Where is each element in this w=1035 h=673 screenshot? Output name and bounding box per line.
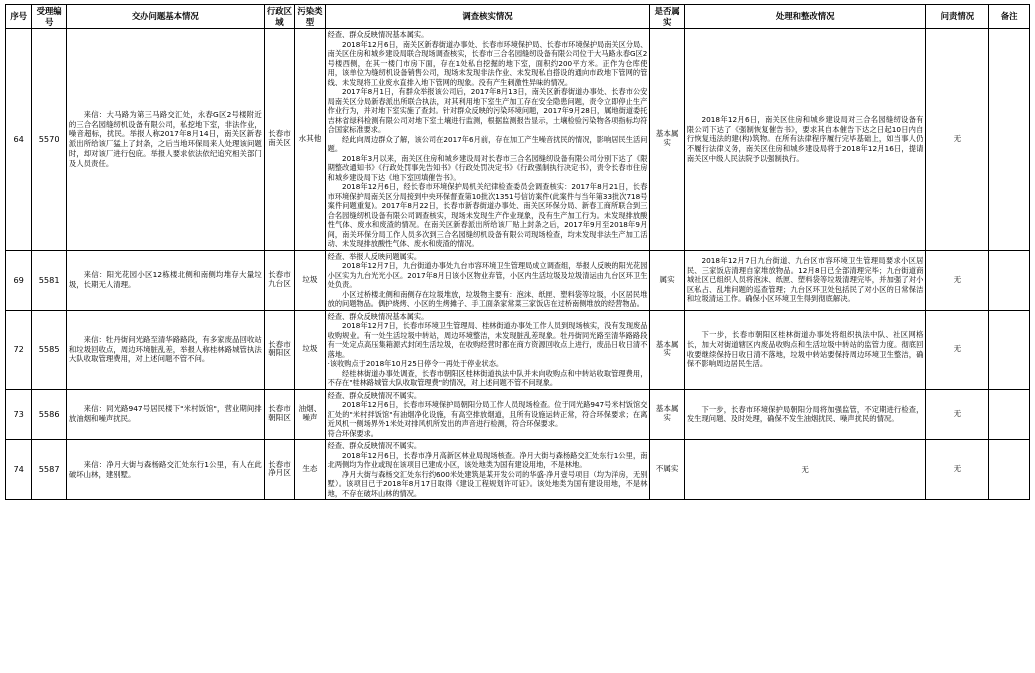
cell-investigation [325, 389, 650, 440]
cell-case-number: 5585 [32, 310, 67, 389]
cell-handling [684, 29, 926, 251]
basic-text: 来信：大马路为第三马路交汇处，永春G区2号楼附近的三合名园缝纫机设备有限公司，私挖地下室，非法作业，噪音超标，扰民。举报人称2017年8月14日，南关区新春派出所给该厂猛上了封条，之后当地环保局来人处理该问题时，却对该厂进行包庇。举报人要求依法依纪追究相关部门及人员责任。 [68, 109, 262, 168]
is-true-text: 基本属实 [655, 404, 679, 423]
pollution-type-text: 生态 [302, 464, 318, 474]
cell-region [264, 310, 294, 389]
table-body [6, 29, 1030, 500]
cell-remark [989, 29, 1030, 251]
cell-handling [684, 250, 926, 310]
cell-investigation [325, 440, 650, 500]
cell-region [264, 250, 294, 310]
cell-accountability: 无 [926, 389, 989, 440]
pollution-type-text: 水其他 [298, 134, 322, 144]
survey-para: 2018年12月6日，长春市环境保护局朝阳分局工作人员现场检查。位于同光路947号米村饭馆交汇处的"米村拌饭馆"有油烟净化设施，有高空排放烟道，且所有设施运转正常，符合环保要求；在离近风机一侧场界外1米处对排风机所发出的声音进行检测，符合环保要求。 [327, 400, 648, 428]
cell-region [264, 29, 294, 251]
basic-text: 来信：同光路947号居民楼下"米村饭馆"，营业期间排放油烟和噪声扰民。 [68, 404, 262, 424]
cell-remark [989, 389, 1030, 440]
cell-remark [989, 250, 1030, 310]
cell-index: 69 [6, 250, 32, 310]
survey-para: 小区过桥楼北侧和南侧存在垃圾堆放，垃圾物主要有：泡沫、纸匣、塑料袋等垃圾，小区居民堆放的问题物品。偶护烧烤、小区的生烤摊子、手工面条家常菜三家饭店在过桥南侧堆放的经营物品。 [327, 289, 648, 308]
table-row [6, 389, 1030, 440]
cell-basic-situation [66, 250, 264, 310]
cell-case-number: 5587 [32, 440, 67, 500]
survey-para: 经查、群众反映情况基本属实。 [327, 30, 429, 39]
cell-pollution-type [295, 389, 325, 440]
cell-accountability: 无 [926, 310, 989, 389]
table-row [6, 310, 1030, 389]
column-header-region: 行政区域 [264, 5, 294, 29]
column-header-remark: 备注 [989, 5, 1030, 29]
column-header-accountability: 问责情况 [926, 5, 989, 29]
cell-is-true [650, 389, 685, 440]
cell-is-true [650, 440, 685, 500]
column-header-case-number: 受理编号 [32, 5, 67, 29]
is-true-text: 基本属实 [655, 129, 679, 148]
cell-pollution-type [295, 310, 325, 389]
table-row [6, 440, 1030, 500]
cell-index: 74 [6, 440, 32, 500]
survey-para: 2018年12月6日，经长春市环境保护局机关纪律检查委员会调查核实：2017年8月21日，长春市环境保护局南关区分局接到中央环保督查第10批次1351号信访案件(此案件与当年第33批次718号案件问题重复)。2017年8月22日，长春市新春街道办事处、南关区环保分局、新春工商所联合到三合名园缝纫机设备有限公司调查核实，现场未发现生产作业现象，没有生产加工行为。未发现排放酸性气体、废水和废渣的情况。在南关区新春派出所给该厂贴上封条之后，2017年9月至2018年9月间，南关环保分局工作人员多次到三合名园缝纫机设备有限公司现场检查，均未发现非法生产加工活动、未发现排放酸性气体、废水和废渣的情况。 [327, 182, 648, 248]
column-header-handling: 处理和整改情况 [684, 5, 926, 29]
cell-case-number: 5581 [32, 250, 67, 310]
cell-accountability: 无 [926, 250, 989, 310]
cell-pollution-type [295, 250, 325, 310]
cell-is-true [650, 310, 685, 389]
basic-text: 来信：净月大街与森杨路交汇处东行1公里，有人在此破坏山林，建别墅。 [68, 459, 262, 479]
cell-handling [684, 440, 926, 500]
cell-remark [989, 440, 1030, 500]
cell-index: 73 [6, 389, 32, 440]
cell-pollution-type [295, 440, 325, 500]
survey-para: 2018年12月6日，南关区新春街道办事处、长春市环境保护局、长春市环境保护局南关区分局、南关区住房和城乡建设局联合现场调查核实，长春市三合名园缝纫设备有限公司位于大马路永春G区2号楼西侧，在其一楼门市房下面，存在1处私自挖掘的地下室，面积约200平方米。正作为仓库使用，该单位为缝纫机设备销售公司，现场未发现非法作业、未发现私自搭设的通向市政地下管网的管线、未发现将工业废水直排入地下管网的现象。没有产生刺激性异味的情况。 [327, 39, 648, 87]
pollution-type-text: 垃圾 [302, 274, 318, 284]
cell-region [264, 389, 294, 440]
column-header-index: 序号 [6, 5, 32, 29]
region-text: 长春市九台区 [268, 270, 291, 288]
cell-basic-situation [66, 440, 264, 500]
survey-para: 经查、举报人反映问题属实。 [327, 251, 422, 261]
basic-text: 来信：牡丹街问光路至清华路路段，有多家废品回收站和垃圾回收点，周边环境脏乱差，举报人称桂林路城管执法大队收取管理费用，对上述问题不管不问。 [68, 334, 262, 364]
cell-handling [684, 310, 926, 389]
pollution-type-text: 油烟、噪声 [298, 404, 322, 423]
survey-para: 2018年12月6日，长春市净月高新区林业局现场核查。净月大街与森杨路交汇处东行1公里，南北两侧均为作业或现在该项目已建成小区，该处地类为国有建设用地，不是林地。 [327, 450, 648, 469]
cell-accountability: 无 [926, 440, 989, 500]
cell-investigation [325, 250, 650, 310]
basic-text: 来信：阳光花园小区12栋楼北侧和南侧均堆存大量垃圾，长期无人清理。 [68, 270, 262, 289]
table-row [6, 250, 1030, 310]
cell-case-number: 5586 [32, 389, 67, 440]
cell-region [264, 440, 294, 500]
column-header-pollution-type: 污染类型 [295, 5, 325, 29]
survey-para: 符合环保要求。 [327, 428, 378, 438]
cell-investigation [325, 310, 650, 389]
cell-handling [684, 389, 926, 440]
survey-para: 经此向周边群众了解，该公司在2017年6月前，存在加工产生噪音扰民的情况，影响居民生活问题。 [327, 134, 648, 153]
is-true-text: 基本属实 [655, 339, 679, 358]
complaint-handling-table [5, 4, 1030, 500]
region-text: 长春市净月区 [268, 459, 291, 478]
region-text: 长春市南关区 [268, 129, 291, 148]
handle-para: 下一步，长春市环境保护局朝阳分局将加强监管，不定期进行检查，发生现问题、及时处理，确保不发生油烟扰民、噪声扰民的情况。 [686, 404, 924, 424]
survey-para: 经桂林街道办事处调查，长春市朝阳区桂林街道执法中队并未向收购点和中转站收取管理费用，不存在"桂林路城管大队收取管理费"的情况，对上述问题不管不问现象。 [327, 368, 648, 387]
cell-basic-situation [66, 389, 264, 440]
table-header [6, 5, 1030, 29]
cell-index: 72 [6, 310, 32, 389]
survey-para: 2017年8月1日，有群众举报该公司后，2017年8月13日，南关区新春街道办事处、长春市公安局南关区分局新春派出所联合执法，对其利用地下室生产加工存在安全隐患问题，责令立即停止生产作业行为，并对地下室实施了查封。针对群众反映的污染环境问题，2017年9月28日，属地街道委托吉林省绿科检测有限公司对地下室土壤进行监测，根据监测报告显示，土壤检验污染物各项指标均符合国家标准要求。 [327, 87, 648, 134]
cell-accountability: 无 [926, 29, 989, 251]
pollution-type-text: 垃圾 [302, 344, 318, 354]
survey-para: 2018年12月7日，长春市环境卫生管理局、桂林街道办事处工作人员到现场核实，没有发现废品收购规业。有一处生活垃圾中转站，周边环境整洁，未发现脏乱差现象。牡丹街同光路至清华路路段有一处定点高压集箱源式封闭生活垃圾，在收购经营时都在商方资源回收点上进行，废品日收日清不落地。 [327, 321, 648, 359]
survey-para: 2018年12月7日，九台街道办事处九台市容环境卫生管理局成立调查组，举报人反映的阳光花园小区实为九台光光小区。2017年8月日该小区物业弃管，小区内生活垃圾及垃圾清运由九台区环卫生处负责。 [327, 261, 648, 289]
cell-remark [989, 310, 1030, 389]
table-row [6, 29, 1030, 251]
survey-para: 经查、群众反映情况基本属实。 [327, 311, 429, 321]
handle-para: 下一步，长春市朝阳区桂林街道办事处将组织执法中队、社区网格长，加大对街道辖区内废品收购点和生活垃圾中转站的监管力度。彻底回收要继续保持日收日清不落地，垃圾中转站要保持周边环境卫生整洁，确保不影响周边居民生活。 [686, 330, 924, 369]
survey-para: 经查、群众反映情况不属实。 [327, 441, 422, 450]
cell-investigation [325, 29, 650, 251]
cell-case-number: 5570 [32, 29, 67, 251]
cell-index: 64 [6, 29, 32, 251]
survey-para: 2018年3月以来，南关区住房和城乡建设局对长春市三合名园缝纫设备有限公司分别下达了《限期整改通知书》《行政处罚事先告知书》《行政处罚决定书》《行政强制执行决定书》，责令长春市住房和城乡建设局下达《地下室回填催告书》。 [327, 153, 648, 182]
survey-para: ·该收购点于2018年10月25日停令一再处于停业状态。 [327, 359, 504, 368]
handle-para: 2018年12月6日，南关区住房和城乡建设局对三合名园缝纫设备有限公司下达了《强制恢复催告书》，要求其自本催告下达之日起10日内自行恢复违法的建(构)筑物。在所有法律程序履行完毕基础上，如当事人仍不履行法律义务，南关区住房和城乡建设局将于2018年12月16日，提请南关区中级人民法院予以强制执行。 [686, 115, 924, 163]
cell-basic-situation [66, 29, 264, 251]
column-header-investigation: 调查核实情况 [325, 5, 650, 29]
handle-para: 无 [801, 464, 809, 474]
cell-basic-situation [66, 310, 264, 389]
cell-pollution-type [295, 29, 325, 251]
cell-is-true [650, 250, 685, 310]
region-text: 长春市朝阳区 [268, 404, 291, 423]
handle-para: 2018年12月7日九台街道、九台区市容环境卫生管理局要求小区居民、三家饭店清理自家堆放物品。12月8日已全部清理完毕；九台街道商城社区已组织人员将泡沫、纸匣、塑料袋等垃圾清理完毕，并加强了对小区私占、乱堆问题的巡查管理；九台区环卫处包括民了对小区的日常保洁和垃圾清运工作。确保小区环境卫生得到彻底解决。 [686, 255, 924, 304]
column-header-is-true: 是否属实 [650, 5, 685, 29]
cell-is-true [650, 29, 685, 251]
column-header-basic-situation: 交办问题基本情况 [66, 5, 264, 29]
table-header-row [6, 5, 1030, 29]
survey-para: 经查、群众反映情况不属实。 [327, 390, 422, 400]
is-true-text: 属实 [659, 274, 675, 284]
is-true-text: 不属实 [655, 464, 679, 474]
region-text: 长春市朝阳区 [268, 339, 291, 358]
survey-para: 净月大街与森杨交汇处东行约600米处建筑是某开发公司的华盛·净月壹号项目（均为洋房，无别墅）。该项目已于2018年8月17日取得《建设工程规划许可证》。该处地类为国有建设用地，不是林地，不存在破坏山林的情况。 [327, 469, 648, 498]
